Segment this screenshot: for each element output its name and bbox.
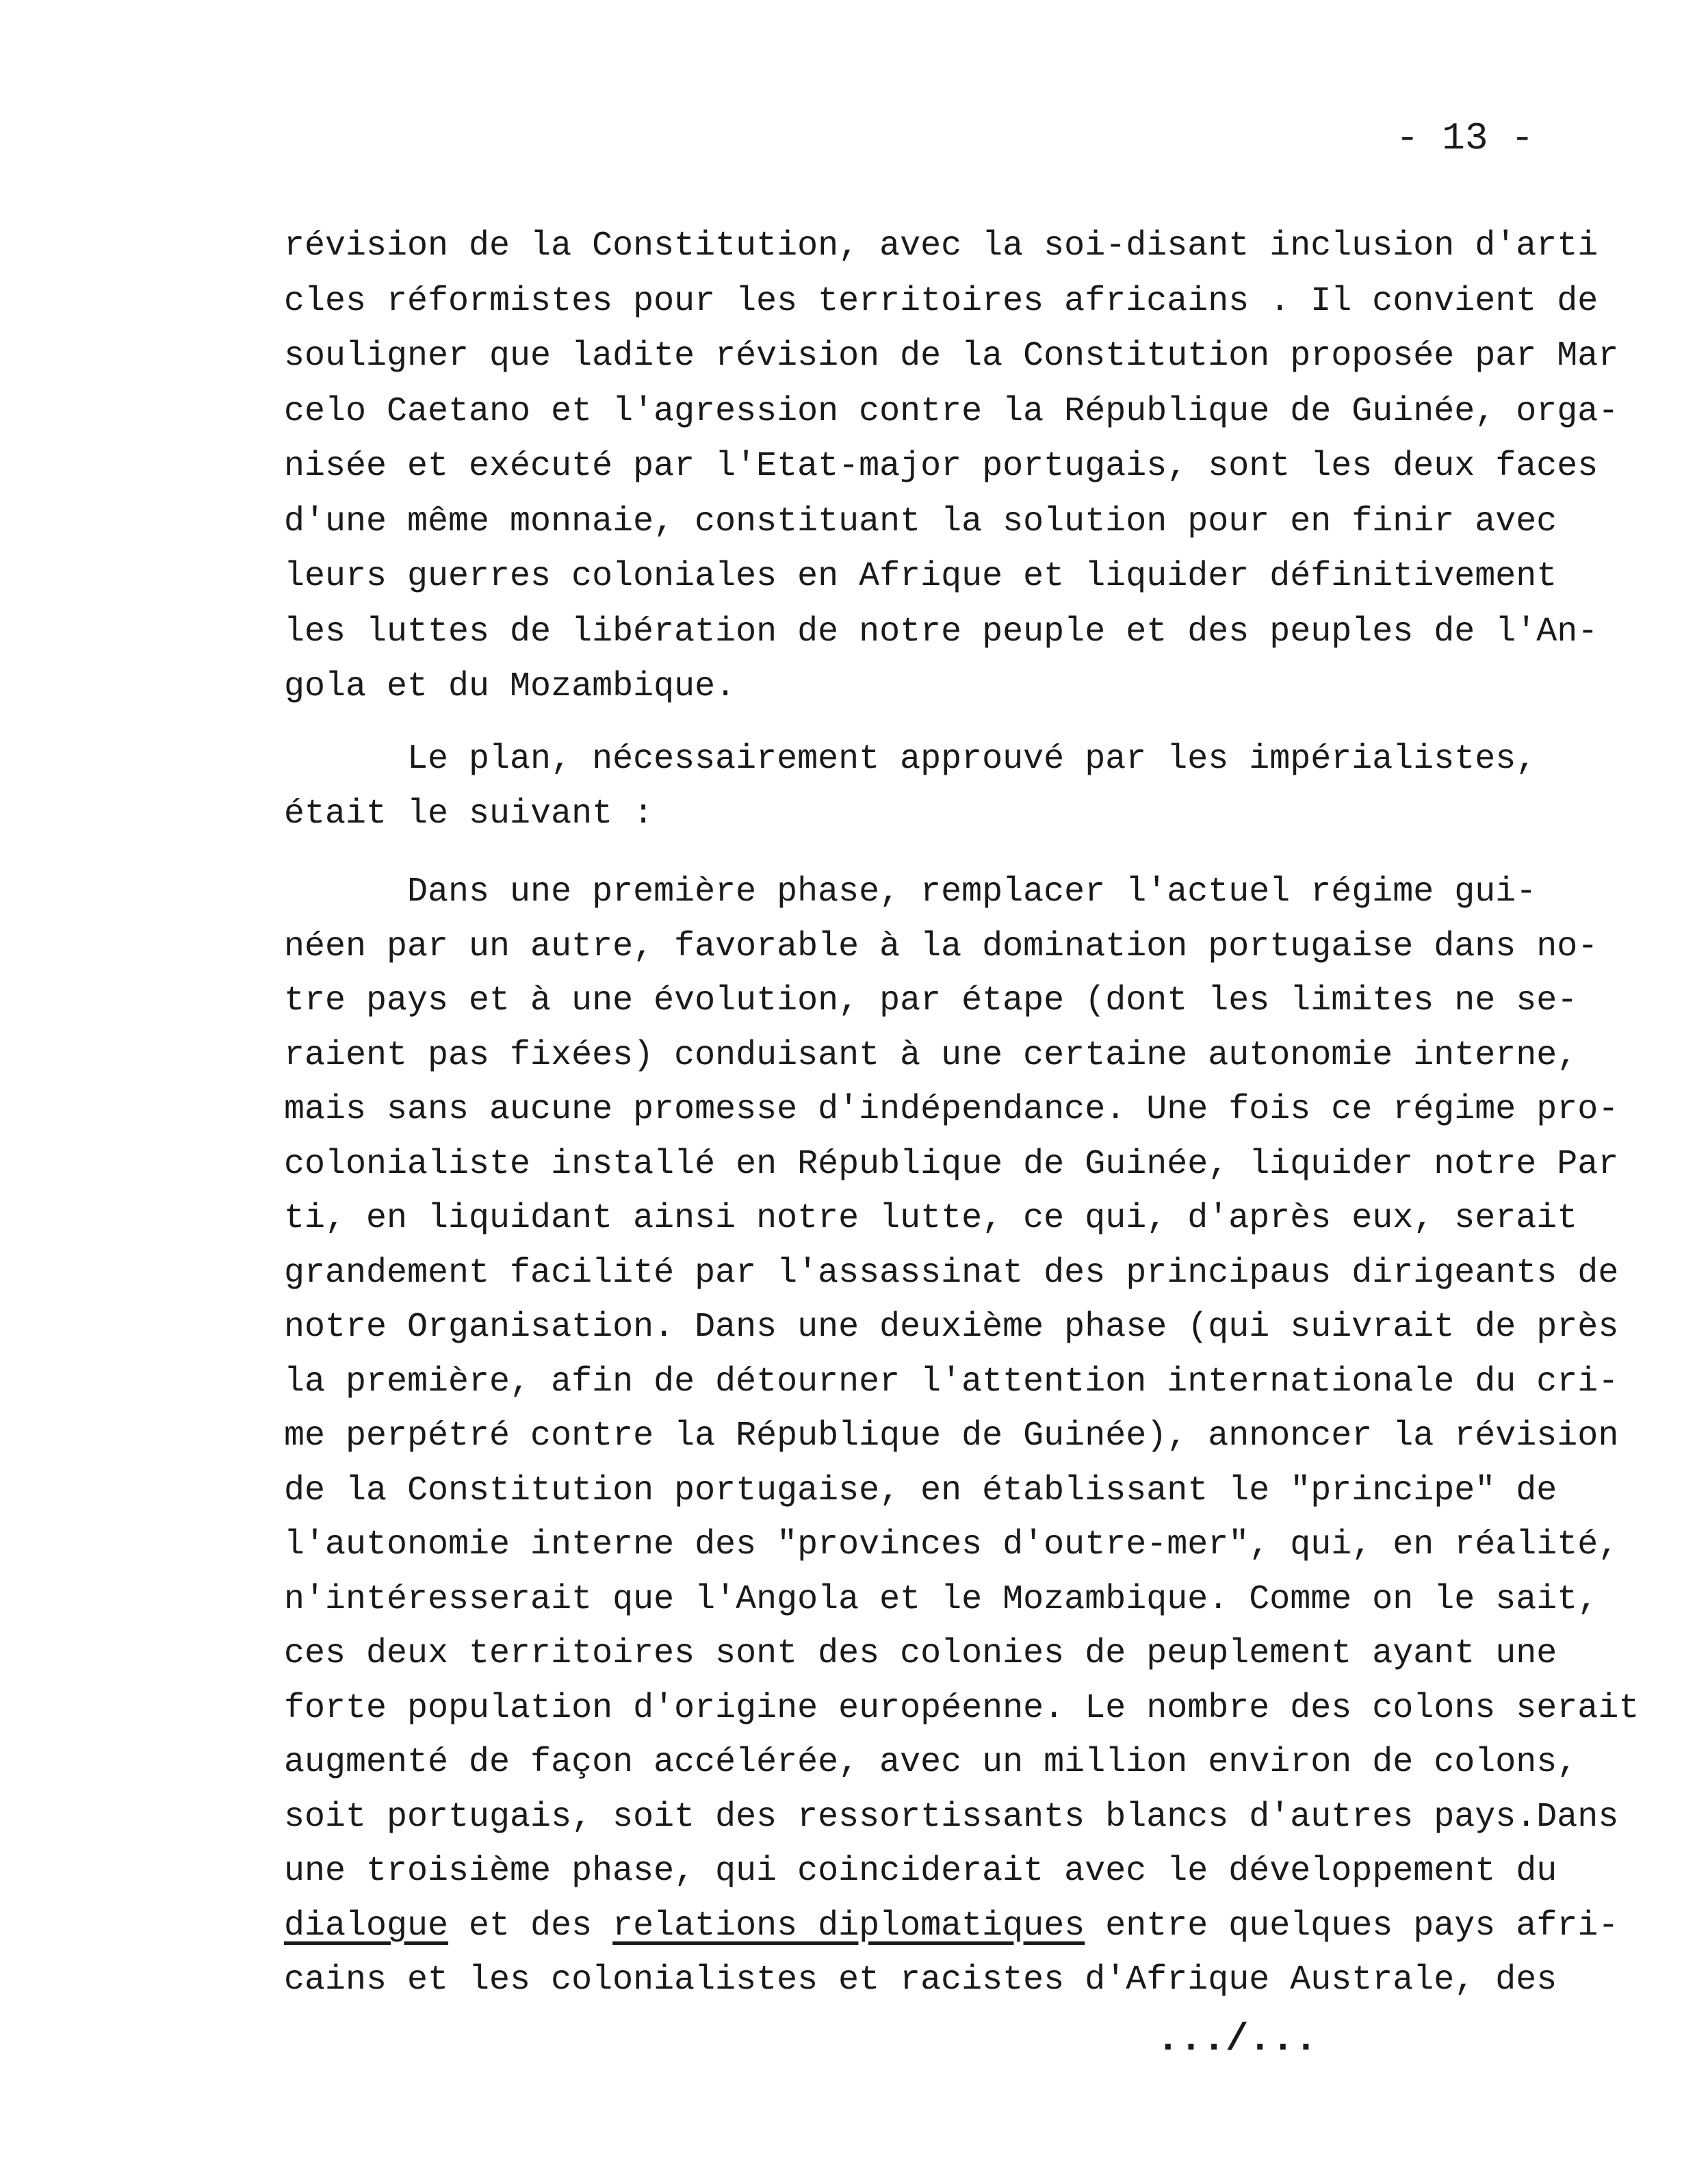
text-fragment: et des [448, 1906, 613, 1946]
text-line: forte population d'origine européenne. Le nombre des colons serait [284, 1688, 1640, 1728]
text-line: néen par un autre, favorable à la domination portugaise dans no- [284, 927, 1599, 966]
text-line: celo Caetano et l'agression contre la République de Guinée, orga- [284, 391, 1619, 431]
underlined-text: dialogue [284, 1906, 449, 1946]
continuation-mark: .../... [1156, 2017, 1318, 2061]
text-line: colonialiste installé en République de Guinée, liquider notre Par [284, 1144, 1619, 1184]
text-line: l'autonomie interne des "provinces d'outre-mer", qui, en réalité, [284, 1525, 1619, 1564]
text-line: tre pays et à une évolution, par étape (dont les limites ne se- [284, 981, 1578, 1020]
text-line: une troisième phase, qui coinciderait avec le développement du [284, 1852, 1557, 1891]
text-line: cles réformistes pour les territoires africains . Il convient de [284, 281, 1599, 321]
page-number: - 13 - [1396, 116, 1534, 160]
text-line: souligner que ladite révision de la Constitution proposée par Mar [284, 337, 1619, 376]
text-line: mais sans aucune promesse d'indépendance. Une fois ce régime pro- [284, 1090, 1619, 1129]
text-line: grandement facilité par l'assassinat des principaus dirigeants de [284, 1253, 1619, 1293]
paragraph-1 [284, 219, 1694, 715]
text-line: Le plan, nécessairement approuvé par les impérialistes, [284, 740, 1537, 779]
underlined-text: relations diplomatiques [612, 1906, 1085, 1946]
text-line: gola et du Mozambique. [284, 667, 736, 706]
text-line: d'une même monnaie, constituant la solution pour en finir avec [284, 502, 1557, 541]
text-fragment: entre quelques pays afri- [1085, 1906, 1619, 1946]
paragraph-2 [284, 732, 1694, 842]
text-line: ti, en liquidant ainsi notre lutte, ce qui, d'après eux, serait [284, 1199, 1578, 1238]
text-line: les luttes de libération de notre peuple et des peuples de l'An- [284, 612, 1599, 651]
text-line: me perpétré contre la République de Guinée), annoncer la révision [284, 1417, 1619, 1456]
text-line: la première, afin de détourner l'attention internationale du cri- [284, 1362, 1619, 1402]
text-line: nisée et exécuté par l'Etat-major portugais, sont les deux faces [284, 447, 1599, 486]
text-line: révision de la Constitution, avec la soi-disant inclusion d'arti [284, 227, 1599, 266]
text-line: Dans une première phase, remplacer l'actuel régime gui- [284, 873, 1537, 912]
text-line: augmenté de façon accélérée, avec un million environ de colons, [284, 1743, 1578, 1782]
text-line: était le suivant : [284, 795, 654, 834]
text-line: soit portugais, soit des ressortissants blancs d'autres pays.Dans [284, 1797, 1619, 1837]
text-line: notre Organisation. Dans une deuxième phase (qui suivrait de près [284, 1308, 1619, 1347]
text-line: n'intéresserait que l'Angola et le Mozambique. Comme on le sait, [284, 1579, 1599, 1619]
text-line-underlined [284, 1899, 1694, 1954]
text-line: cains et les colonialistes et racistes d'Afrique Australe, des [284, 1961, 1557, 2000]
paragraph-3 [284, 865, 1694, 2008]
text-line: ces deux territoires sont des colonies de peuplement ayant une [284, 1634, 1557, 1673]
text-line: de la Constitution portugaise, en établissant le "principe" de [284, 1471, 1557, 1510]
text-line: raient pas fixées) conduisant à une certaine autonomie interne, [284, 1035, 1578, 1075]
text-line: leurs guerres coloniales en Afrique et liquider définitivement [284, 557, 1557, 596]
